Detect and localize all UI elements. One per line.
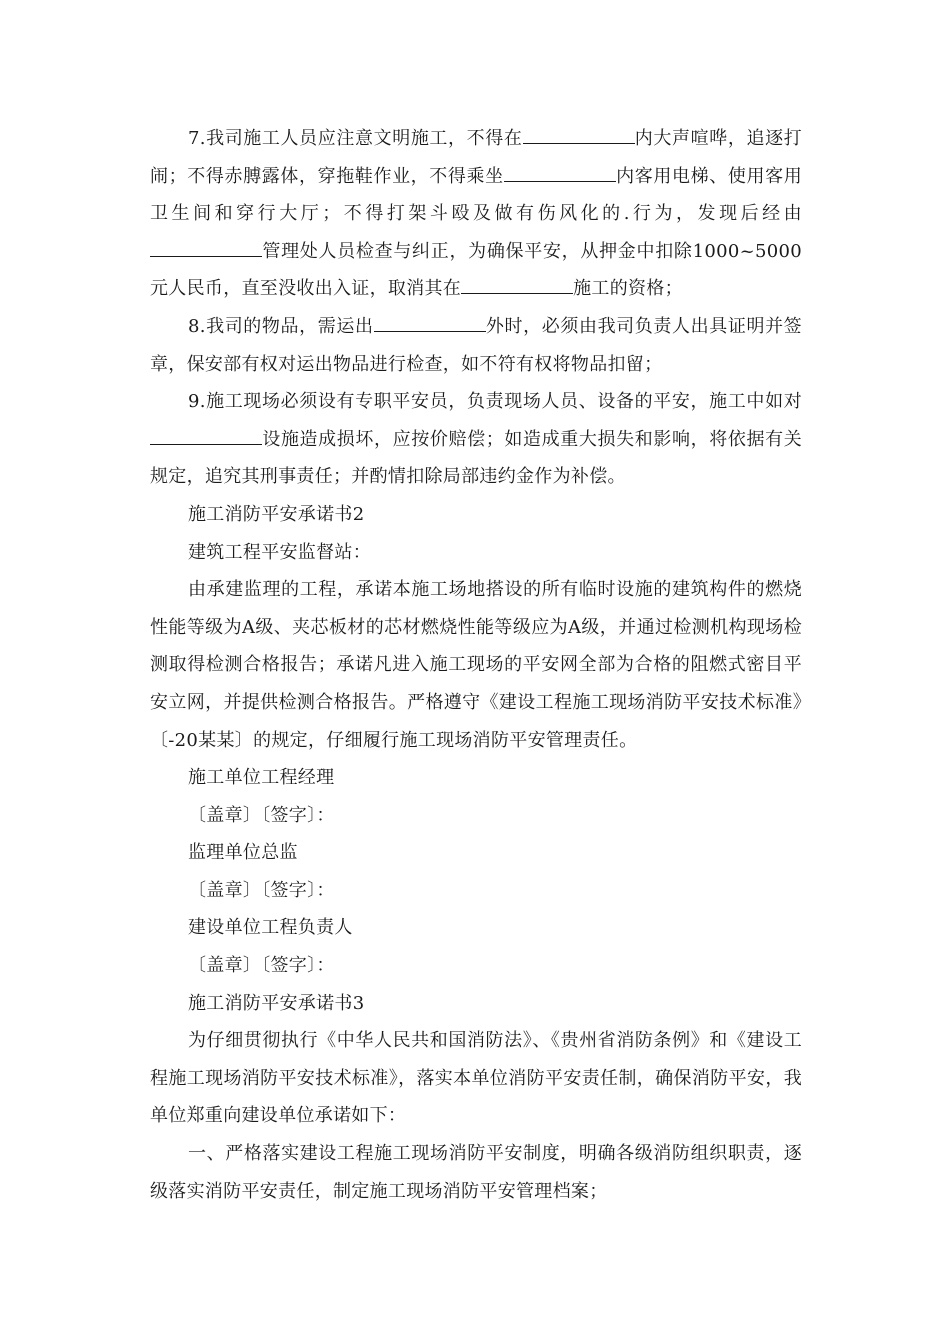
- signature-role-contractor: 施工单位工程经理: [188, 767, 335, 789]
- item8-text-2: 外时，必须由我司负责人出具证明并签章，保安部有权对运出物品进行检查，如不符有权将物品扣留；: [150, 315, 802, 375]
- signature-stamp-contractor: 〔盖章〕〔签字〕：: [188, 804, 335, 826]
- fill-in-blank: [504, 167, 616, 182]
- fill-in-blank: [150, 242, 262, 257]
- item7-text-2: 内大声喧哗，追逐打闹；不得赤膊露体，穿拖鞋作业，不得乘坐: [150, 128, 803, 187]
- signature-role-supervisor: 监理单位总监: [188, 842, 298, 864]
- section-2-title: 施工消防平安承诺书2: [188, 503, 365, 525]
- item7-text-4: 管理处人员检查与纠正，为确保平安，从押金中扣除1000~5000元人民币，直至没收出入证，取消其在: [150, 240, 802, 300]
- paragraph-item-9: [150, 383, 802, 496]
- item7-text-5: 施工的资格；: [573, 278, 683, 300]
- signature-stamp-owner: 〔盖章〕〔签字〕：: [188, 955, 335, 977]
- fill-in-blank: [461, 279, 573, 294]
- section-3-title: 施工消防平安承诺书3: [188, 992, 365, 1014]
- item8-text-1: 8.我司的物品，需运出: [188, 315, 374, 337]
- item9-text-2: 设施造成损坏，应按价赔偿；如造成重大损失和影响，将依据有关规定，追究其刑事责任；并酌情扣除局部违约金作为补偿。: [150, 428, 802, 488]
- item7-text-3: 内客用电梯、使用客用卫生间和穿行大厅；不得打架斗殴及做有伤风化的.行为，发现后经由: [150, 165, 803, 225]
- section-3-intro: 为仔细贯彻执行《中华人民共和国消防法》、《贵州省消防条例》和《建设工程施工现场消防平安技术标准》，落实本单位消防平安责任制，确保消防平安，我单位郑重向建设单位承诺如下：: [150, 1030, 802, 1127]
- item7-text-1: 7.我司施工人员应注意文明施工，不得在: [188, 128, 523, 149]
- fill-in-blank: [150, 430, 262, 445]
- fill-in-blank: [374, 317, 486, 332]
- section-2-body: 由承建监理的工程，承诺本施工场地搭设的所有临时设施的建筑构件的燃烧性能等级为A级、夹芯板材的芯材燃烧性能等级应为A级，并通过检测机构现场检测取得检测合格报告；承诺凡进入施工现场的平安网全部为合格的阻燃式密目平安立网，并提供检测合格报告。严格遵守《建设工程施工现场消防平安技术标准》〔-20某某〕的规定，仔细履行施工现场消防平安管理责任。: [150, 579, 802, 751]
- signature-role-owner: 建设单位工程负责人: [188, 917, 353, 939]
- fill-in-blank: [523, 129, 635, 144]
- section-2-addressee: 建筑工程平安监督站：: [188, 541, 371, 563]
- document-body: [150, 120, 802, 1210]
- section-3-item-1: 一、严格落实建设工程施工现场消防平安制度，明确各级消防组织职责，逐级落实消防平安责任，制定施工现场消防平安管理档案；: [150, 1143, 802, 1202]
- paragraph-item-8: [150, 308, 802, 383]
- signature-stamp-supervisor: 〔盖章〕〔签字〕：: [188, 879, 335, 901]
- paragraph-item-7: [150, 120, 802, 308]
- item9-text-1: 9.施工现场必须设有专职平安员，负责现场人员、设备的平安，施工中如对: [188, 391, 802, 413]
